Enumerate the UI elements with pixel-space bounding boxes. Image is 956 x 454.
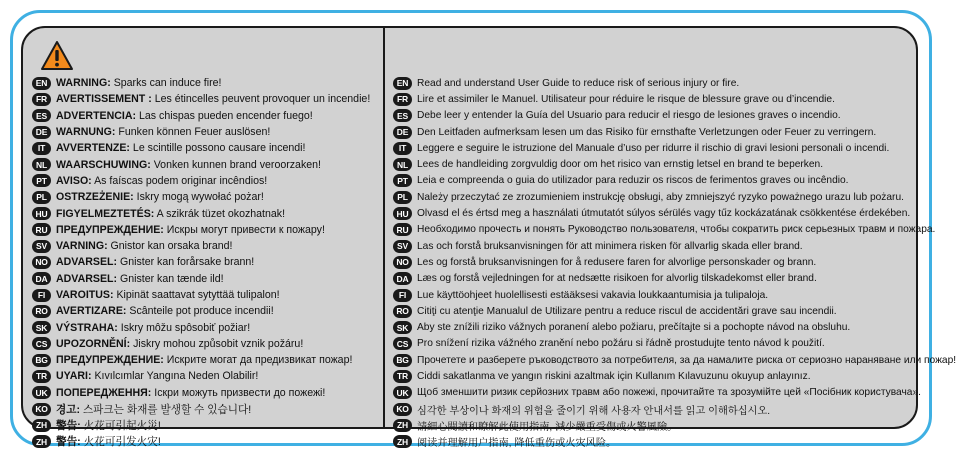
right-row xyxy=(393,238,913,254)
left-row xyxy=(32,368,382,384)
message-text: Les og forstå bruksanvisningen for å redusere faren for alvorlige personskader og brann. xyxy=(417,256,817,268)
right-text xyxy=(417,159,823,170)
right-text xyxy=(417,418,677,433)
right-row xyxy=(393,91,913,107)
left-text xyxy=(56,126,270,138)
language-code-badge: DA xyxy=(393,272,412,285)
right-text xyxy=(417,306,837,317)
message-text: Pro snížení rizika vážného zranění nebo požáru si řádně prostudujte tento návod k použití. xyxy=(417,338,825,350)
left-text xyxy=(56,273,224,285)
language-code-badge: DE xyxy=(32,126,51,139)
language-code-badge: FI xyxy=(393,289,412,302)
right-text xyxy=(417,143,889,154)
right-text xyxy=(417,175,849,186)
warning-word: OSTRZEŻENIE: xyxy=(56,191,134,204)
message-text: Scânteile pot produce incendii! xyxy=(129,305,274,318)
left-text xyxy=(56,159,321,171)
left-row xyxy=(32,189,382,205)
warning-word: ADVARSEL: xyxy=(56,256,118,269)
left-text xyxy=(56,402,251,417)
right-row xyxy=(393,385,921,401)
warning-word: UYARI: xyxy=(56,370,92,383)
warning-word: 경고: xyxy=(56,403,80,416)
message-text: Іскри можуть призвести до пожежі! xyxy=(154,386,326,399)
left-row xyxy=(32,385,382,401)
language-code-badge: ES xyxy=(393,109,412,122)
warning-word: ПОПЕРЕДЖЕННЯ: xyxy=(56,386,152,399)
message-text: Las chispas pueden encender fuego! xyxy=(139,109,313,122)
language-code-badge: SV xyxy=(32,240,51,253)
message-text: Les étincelles peuvent provoquer un incendie! xyxy=(154,93,371,106)
right-text xyxy=(417,208,910,219)
warning-word: VAROITUS: xyxy=(56,289,114,301)
left-text xyxy=(56,240,232,252)
right-row xyxy=(393,222,936,238)
message-text: Den Leitfaden aufmerksam lesen um das Risiko für ernsthafte Verletzungen oder Feuer zu verringern. xyxy=(417,126,877,138)
left-text xyxy=(56,370,258,382)
message-text: 請細心閱讀和瞭解此使用指南, 減少嚴重受傷或火警風險。 xyxy=(417,421,678,433)
warning-word: ПРЕДУПРЕЖДЕНИЕ: xyxy=(56,354,164,367)
message-text: Искры могут привести к пожару! xyxy=(166,223,325,236)
warning-word: AVVERTENZE: xyxy=(56,142,130,155)
language-code-badge: PT xyxy=(32,174,51,187)
left-text xyxy=(56,110,313,122)
left-text xyxy=(56,191,264,203)
language-code-badge: SK xyxy=(393,321,412,334)
left-text xyxy=(56,387,325,399)
right-text xyxy=(417,257,816,268)
right-row xyxy=(393,368,913,384)
label-panel xyxy=(21,26,956,450)
message-text: Le scintille possono causare incendi! xyxy=(132,142,306,155)
message-text: Jiskry mohou způsobit vznik požáru! xyxy=(133,337,304,350)
right-row xyxy=(393,271,913,287)
language-code-badge: RO xyxy=(32,305,51,318)
fire-warning-column xyxy=(32,75,382,450)
right-row xyxy=(393,75,913,91)
message-text: Ciddi sakatlanma ve yangın riskini azaltmak için Kullanım Kılavuzunu okuyup anlayınız. xyxy=(417,370,811,382)
left-row xyxy=(32,401,382,417)
user-guide-column xyxy=(393,75,956,450)
left-row xyxy=(32,287,382,303)
message-text: Прочетете и разберете ръководството за потребителя, за да намалите риска от сериозно нараняване или пожар! xyxy=(417,354,956,366)
message-text: Lue käyttöohjeet huolellisesti estääksesi vakavia loukkaantumisia ja tulipaloja. xyxy=(417,289,769,301)
message-text: 火花可引起火災! xyxy=(83,419,161,432)
left-row xyxy=(32,352,382,368)
right-row xyxy=(393,319,913,335)
right-row xyxy=(393,417,913,433)
warning-word: AVERTISSEMENT : xyxy=(56,93,152,106)
left-row xyxy=(32,91,382,107)
message-text: Leggere e seguire le istruzione del Manuale d’uso per ridurre il rischio di gravi lesioni personali o incendi. xyxy=(417,142,890,154)
language-code-badge: UK xyxy=(393,386,412,399)
left-row xyxy=(32,205,382,221)
message-text: 스파크는 화재를 발생할 수 있습니다! xyxy=(82,403,252,416)
language-code-badge: DA xyxy=(32,272,51,285)
language-code-badge: ES xyxy=(32,109,51,122)
right-row xyxy=(393,287,913,303)
language-code-badge: RO xyxy=(393,305,412,318)
left-row xyxy=(32,254,382,270)
warning-word: AVERTIZARE: xyxy=(56,305,127,318)
right-text xyxy=(417,78,739,89)
warning-word: UPOZORNĚNÍ: xyxy=(56,337,131,350)
right-text xyxy=(417,338,825,349)
language-code-badge: PL xyxy=(32,191,51,204)
message-text: Gnister kan tænde ild! xyxy=(119,272,224,285)
left-row xyxy=(32,124,382,140)
right-text xyxy=(417,371,811,382)
left-text xyxy=(56,434,161,449)
language-code-badge: RU xyxy=(32,223,51,236)
message-text: Kipinät saattavat sytyttää tulipalon! xyxy=(116,289,280,301)
language-code-badge: NL xyxy=(32,158,51,171)
left-text xyxy=(56,354,352,366)
left-row xyxy=(32,319,382,335)
language-code-badge: FR xyxy=(32,93,51,106)
language-code-badge: FI xyxy=(32,289,51,302)
right-row xyxy=(393,173,913,189)
message-text: Sparks can induce fire! xyxy=(113,77,222,90)
right-row xyxy=(393,254,913,270)
language-code-badge: KO xyxy=(393,403,412,416)
right-row xyxy=(393,303,913,319)
message-text: A szikrák tüzet okozhatnak! xyxy=(156,207,286,220)
left-text xyxy=(56,77,221,89)
right-text xyxy=(417,273,817,284)
warning-triangle-icon xyxy=(40,40,74,71)
column-divider xyxy=(383,28,385,427)
left-text xyxy=(56,305,274,317)
left-text xyxy=(56,142,305,154)
language-code-badge: NO xyxy=(32,256,51,269)
left-row xyxy=(32,303,382,319)
left-text xyxy=(56,289,280,301)
language-code-badge: BG xyxy=(393,354,412,367)
message-text: Щоб зменшити ризик серйозних травм або пожежі, прочитайте та зрозумійте цей «Посібник користувача». xyxy=(417,387,921,399)
right-row xyxy=(393,336,913,352)
right-text xyxy=(417,322,850,333)
language-code-badge: IT xyxy=(393,142,412,155)
message-text: Debe leer y entender la Guía del Usuario para reducir el riesgo de lesiones graves o incendio. xyxy=(417,110,841,122)
message-text: Citiţi cu atenţie Manualul de Utilizare pentru a reduce riscul de accidentări grave sau incendii. xyxy=(417,305,837,317)
message-text: 火花可引发火灾! xyxy=(83,436,161,449)
message-text: Lire et assimiler le Manuel. Utilisateur pour réduire le risque de blessure grave ou d’incendie. xyxy=(417,93,835,105)
message-text: Należy przeczytać ze zrozumieniem instrukcję obsługi, aby zmniejszyć ryzyko poważnego urazu lub pożaru. xyxy=(417,191,904,203)
language-code-badge: CS xyxy=(32,337,51,350)
message-text: Read and understand User Guide to reduce risk of serious injury or fire. xyxy=(417,77,740,89)
left-row xyxy=(32,417,382,433)
right-text xyxy=(417,192,904,203)
right-row xyxy=(393,352,956,368)
right-text xyxy=(417,241,803,252)
warning-word: WAARSCHUWING: xyxy=(56,158,151,171)
right-text xyxy=(417,402,770,417)
message-text: Lees de handleiding zorgvuldig door om het risico van ernstig letsel en brand te beperken. xyxy=(417,159,824,171)
message-text: 심각한 부상이나 화재의 위험을 줄이기 위해 사용자 안내서를 읽고 이해하십시오. xyxy=(417,405,771,417)
message-text: Vonken kunnen brand veroorzaken! xyxy=(153,158,321,171)
right-row xyxy=(393,434,913,450)
right-text xyxy=(417,355,956,366)
language-code-badge: SV xyxy=(393,240,412,253)
left-text xyxy=(56,338,303,350)
message-text: 阅读并理解用户指南, 降低重伤或火灾风险。 xyxy=(417,438,617,450)
language-code-badge: NO xyxy=(393,256,412,269)
message-text: Las och forstå bruksanvisningen för att minimera risken för allvarlig skada eller brand. xyxy=(417,240,803,252)
warning-word: 警告: xyxy=(56,436,81,449)
left-text xyxy=(56,322,250,334)
left-row xyxy=(32,140,382,156)
left-row xyxy=(32,108,382,124)
right-row xyxy=(393,140,913,156)
warning-word: 警告: xyxy=(56,419,81,432)
warning-word: ПРЕДУПРЕЖДЕНИЕ: xyxy=(56,223,164,236)
right-text xyxy=(417,110,841,121)
left-text xyxy=(56,175,267,187)
message-text: Gnistor kan orsaka brand! xyxy=(110,240,233,253)
right-row xyxy=(393,108,913,124)
right-text xyxy=(417,434,616,449)
message-text: Læs og forstå vejledningen for at nedsætte risikoen for alvorlig tilskadekomst eller brand. xyxy=(417,273,817,285)
left-text xyxy=(56,418,161,433)
language-code-badge: PT xyxy=(393,174,412,187)
warning-word: VARNING: xyxy=(56,240,108,253)
left-row xyxy=(32,271,382,287)
language-code-badge: SK xyxy=(32,321,51,334)
message-text: Olvasd el és értsd meg a használati útmutatót súlyos sérülés vagy tűz kockázatának csökkentése érdekében. xyxy=(417,208,911,220)
language-code-badge: PL xyxy=(393,191,412,204)
right-row xyxy=(393,124,913,140)
language-code-badge: HU xyxy=(393,207,412,220)
language-code-badge: FR xyxy=(393,93,412,106)
left-text xyxy=(56,208,285,220)
language-code-badge: TR xyxy=(32,370,51,383)
warning-word: AVISO: xyxy=(56,174,92,187)
language-code-badge: ZH xyxy=(393,435,412,448)
left-row xyxy=(32,173,382,189)
warning-word: WARNUNG: xyxy=(56,126,116,139)
message-text: As faíscas podem originar incêndios! xyxy=(94,174,268,187)
left-row xyxy=(32,222,382,238)
left-row xyxy=(32,75,382,91)
language-code-badge: ZH xyxy=(393,419,412,432)
language-code-badge: EN xyxy=(32,77,51,90)
left-text xyxy=(56,93,370,105)
language-code-badge: NL xyxy=(393,158,412,171)
right-row xyxy=(393,156,913,172)
right-row xyxy=(393,189,913,205)
warning-word: WARNING: xyxy=(56,77,111,90)
message-text: Kıvılcımlar Yangına Neden Olabilir! xyxy=(94,370,259,383)
right-row xyxy=(393,401,913,417)
warning-word: VÝSTRAHA: xyxy=(56,321,118,334)
warning-word: FIGYELMEZTETÉS: xyxy=(56,207,155,220)
message-text: Funken können Feuer auslösen! xyxy=(118,126,271,139)
message-text: Iskry mogą wywołać pożar! xyxy=(136,191,264,204)
language-code-badge: UK xyxy=(32,386,51,399)
language-code-badge: IT xyxy=(32,142,51,155)
language-code-badge: BG xyxy=(32,354,51,367)
left-row xyxy=(32,156,382,172)
language-code-badge: TR xyxy=(393,370,412,383)
right-text xyxy=(417,224,935,235)
right-text xyxy=(417,387,921,398)
message-text: Необходимо прочесть и понять Руководство пользователя, чтобы сократить риск серьезных травм и пожара. xyxy=(417,224,936,236)
message-text: Aby ste znížili riziko vážnych poranení alebo požiaru, prečítajte si a pochopte návod na obsluhu. xyxy=(417,322,851,334)
left-row xyxy=(32,238,382,254)
right-text xyxy=(417,290,768,301)
language-code-badge: HU xyxy=(32,207,51,220)
message-text: Gnister kan forårsake brann! xyxy=(119,256,255,269)
message-text: Leia e compreenda o guia do utilizador para reduzir os riscos de ferimentos graves ou incêndio. xyxy=(417,175,849,187)
right-text xyxy=(417,127,876,138)
language-code-badge: CS xyxy=(393,337,412,350)
message-text: Iskry môžu spôsobiť požiar! xyxy=(120,321,251,334)
left-text xyxy=(56,256,254,268)
language-code-badge: ZH xyxy=(32,419,51,432)
right-row xyxy=(393,205,913,221)
left-row xyxy=(32,434,382,450)
language-code-badge: KO xyxy=(32,403,51,416)
language-code-badge: RU xyxy=(393,223,412,236)
message-text: Искрите могат да предизвикат пожар! xyxy=(166,354,353,367)
warning-word: ADVARSEL: xyxy=(56,272,118,285)
left-text xyxy=(56,224,325,236)
left-row xyxy=(32,336,382,352)
language-code-badge: EN xyxy=(393,77,412,90)
language-code-badge: ZH xyxy=(32,435,51,448)
language-code-badge: DE xyxy=(393,126,412,139)
right-text xyxy=(417,94,835,105)
warning-word: ADVERTENCIA: xyxy=(56,109,137,122)
